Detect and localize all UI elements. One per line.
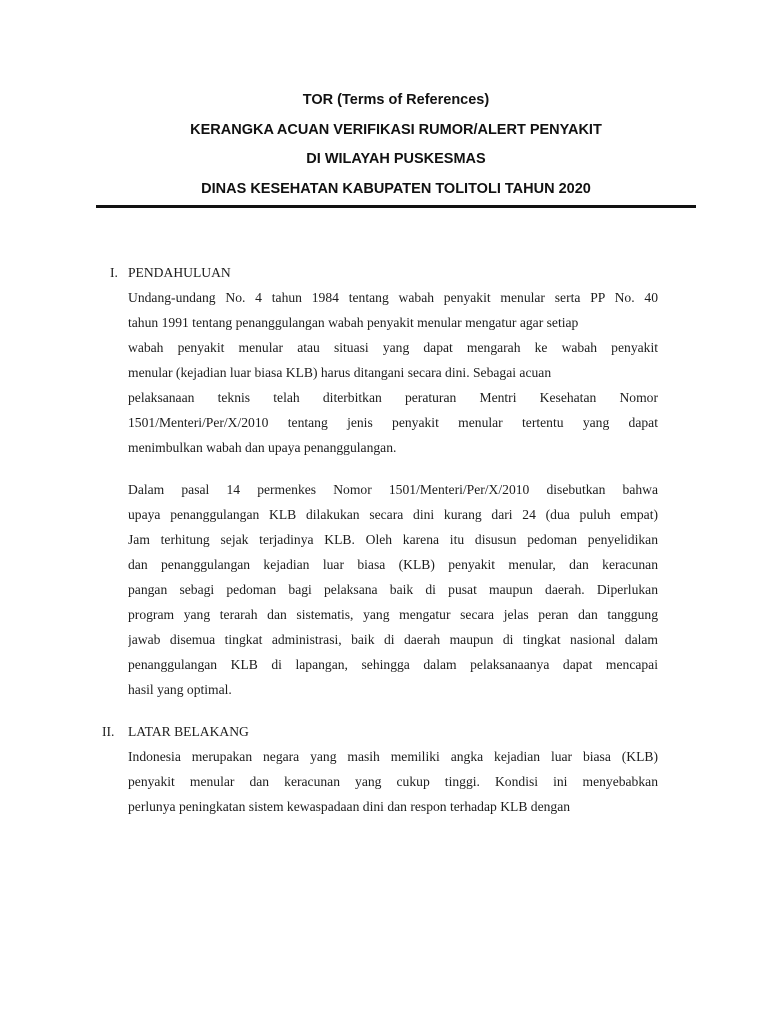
paragraph-line: upaya penanggulangan KLB dilakukan secara dini kurang dari 24 (dua puluh empat) — [128, 506, 658, 522]
section-heading-latar-belakang — [102, 723, 249, 741]
paragraph-line: tahun 1991 tentang penanggulangan wabah penyakit menular mengatur agar setiap — [128, 314, 579, 330]
paragraph-line: hasil yang optimal. — [128, 681, 232, 697]
paragraph-line: penyakit menular dan keracunan yang cukup tinggi. Kondisi ini menyebabkan — [128, 773, 658, 789]
paragraph-line: pelaksanaan teknis telah diterbitkan peraturan Mentri Kesehatan Nomor — [128, 389, 658, 405]
paragraph-line: perlunya peningkatan sistem kewaspadaan dini dan respon terhadap KLB dengan — [128, 798, 571, 814]
paragraph-line: Undang-undang No. 4 tahun 1984 tentang wabah penyakit menular serta PP No. 40 — [128, 290, 658, 305]
paragraph-line: Indonesia merupakan negara yang masih memiliki angka kejadian luar biasa (KLB) — [128, 749, 658, 764]
paragraph-pendahuluan-1 — [128, 286, 658, 461]
paragraph-line: menimbulkan wabah dan upaya penanggulangan. — [128, 439, 397, 455]
paragraph-line: Dalam pasal 14 permenkes Nomor 1501/Menteri/Per/X/2010 disebutkan bahwa — [128, 482, 658, 497]
paragraph-line: wabah penyakit menular atau situasi yang dapat mengarah ke wabah penyakit — [128, 339, 658, 355]
paragraph-latar-belakang-1 — [128, 745, 658, 820]
paragraph-line: menular (kejadian luar biasa KLB) harus ditangani secara dini. Sebagai acuan — [128, 364, 552, 380]
header-region: DI WILAYAH PUSKESMAS — [306, 151, 486, 167]
paragraph-line: penanggulangan KLB di lapangan, sehingga dalam pelaksanaanya dapat mencapai — [128, 656, 658, 672]
paragraph-line: program yang terarah dan sistematis, yang mengatur secara jelas peran dan tanggung — [128, 606, 658, 622]
paragraph-line: 1501/Menteri/Per/X/2010 tentang jenis penyakit menular tertentu yang dapat — [128, 414, 658, 430]
document-header — [96, 86, 696, 204]
paragraph-line: Jam terhitung sejak terjadinya KLB. Oleh karena itu disusun pedoman penyelidikan — [128, 531, 658, 547]
paragraph-line: pangan sebagi pedoman bagi pelaksana baik di pusat maupun daerah. Diperlukan — [128, 581, 658, 597]
paragraph-pendahuluan-2 — [128, 478, 658, 702]
paragraph-line: jawab disemua tingkat administrasi, baik di daerah maupun di tingkat nasional dalam — [128, 631, 658, 647]
header-divider — [96, 205, 696, 208]
paragraph-line: dan penanggulangan kejadian luar biasa (KLB) penyakit menular, dan keracunan — [128, 556, 658, 572]
header-subtitle: KERANGKA ACUAN VERIFIKASI RUMOR/ALERT PENYAKIT — [190, 121, 602, 138]
section-number: I. — [110, 265, 118, 280]
section-title: LATAR BELAKANG — [128, 724, 249, 739]
header-title: TOR (Terms of References) — [302, 92, 490, 108]
section-title: PENDAHULUAN — [128, 265, 231, 280]
header-agency: DINAS KESEHATAN KABUPATEN TOLITOLI TAHUN 2020 — [201, 180, 591, 197]
section-heading-pendahuluan — [110, 264, 231, 282]
section-number: II. — [102, 724, 115, 739]
